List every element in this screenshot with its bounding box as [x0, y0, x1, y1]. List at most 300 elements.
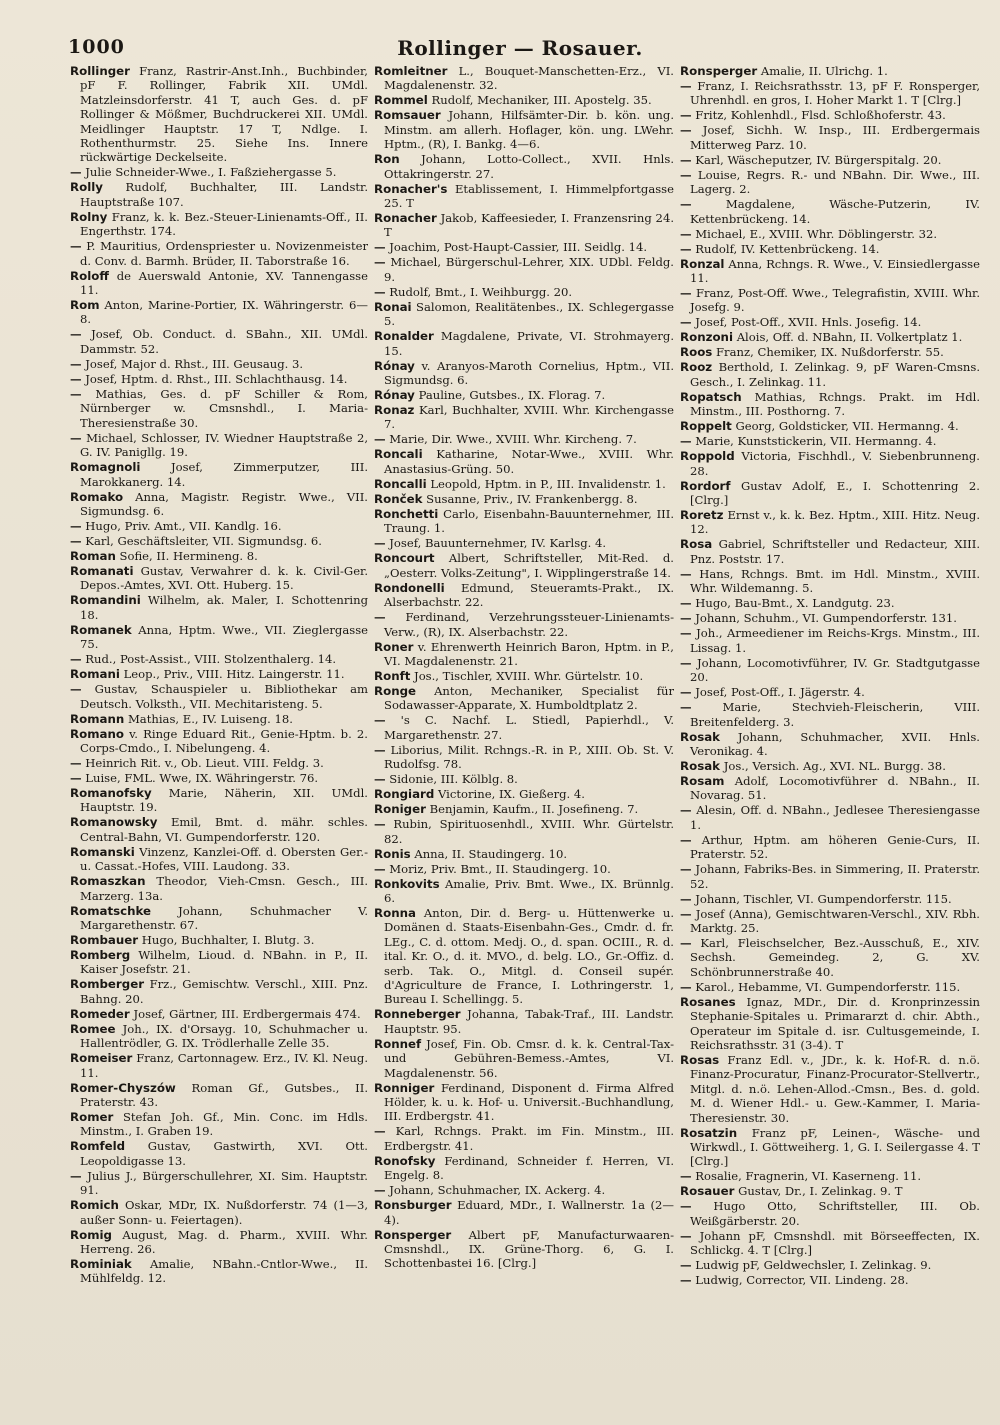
- directory-entry: [680, 108, 980, 122]
- entry-details: Johann, Schuhmacher V. Margarethenstr. 67.: [80, 903, 368, 932]
- entry-surname: Rosak: [680, 758, 721, 773]
- entry-details: Ludwig, Corrector, VII. Lindeng. 28.: [695, 1273, 909, 1288]
- entry-surname: Rosanes: [680, 994, 736, 1009]
- entry-details: Marie, Stechvieh-Fleischerin, VIII. Breitenfelderg. 3.: [690, 700, 980, 729]
- entry-dash: —: [70, 165, 82, 180]
- entry-details: Johann, Tischler, VI. Gumpendorferstr. 115.: [695, 891, 952, 906]
- entry-details: Josef, Zimmerputzer, III. Marokkanerg. 14.: [80, 460, 368, 489]
- entry-surname: Romagnoli: [70, 460, 141, 475]
- entry-details: Mathias, Ges. d. pF Schiller & Rom, Nürnberger w. Cmsnshdl., I. Maria-Theresienstraße 30.: [80, 386, 368, 430]
- entry-dash: —: [680, 979, 692, 994]
- entry-details: Anna, Rchngs. R. Wwe., V. Einsiedlergasse 11.: [690, 256, 980, 286]
- directory-entry: [680, 596, 980, 610]
- entry-dash: —: [680, 626, 692, 641]
- directory-entry: [374, 743, 674, 772]
- directory-entry: [680, 1184, 980, 1198]
- directory-entry: [70, 1007, 368, 1021]
- entry-surname: Romsauer: [374, 108, 441, 123]
- entry-dash: —: [70, 770, 82, 785]
- directory-entry: [374, 388, 674, 402]
- entry-dash: —: [680, 434, 692, 449]
- directory-entry: [70, 727, 368, 756]
- entry-dash: —: [680, 1228, 692, 1243]
- entry-surname: Ronna: [374, 905, 416, 920]
- directory-entry: [680, 907, 980, 936]
- directory-entry: [70, 948, 368, 977]
- entry-surname: Romer: [70, 1110, 114, 1124]
- directory-entry: [374, 108, 674, 151]
- entry-details: Fritz, Kohlenhdl., Flsd. Schloßhoferstr. 43.: [695, 108, 946, 123]
- entry-details: Oskar, MDr, IX. Nußdorferstr. 74 (1—3, außer Sonn- u. Feiertagen).: [80, 1198, 368, 1227]
- entry-surname: Ronnef: [374, 1036, 422, 1051]
- entry-surname: Romeder: [70, 1006, 130, 1021]
- directory-entry: [374, 300, 674, 329]
- entry-surname: Ronzoni: [680, 330, 733, 345]
- entry-surname: Ronalder: [374, 329, 434, 344]
- entry-details: Edmund, Steueramts-Prakt., IX. Alserbachstr. 22.: [384, 580, 674, 610]
- entry-details: Anton, Mechaniker, Specialist für Sodawasser-Apparate, X. Humboldtplatz 2.: [384, 683, 674, 713]
- entry-details: Michael, Schlosser, IV. Wiedner Hauptstraße 2, G. IV. Panigllg. 19.: [80, 430, 368, 460]
- entry-details: Julius J., Bürgerschullehrer, XI. Sim. Hauptstr. 91.: [80, 1168, 368, 1198]
- entry-dash: —: [374, 240, 386, 255]
- directory-entry: [70, 815, 368, 844]
- directory-entry: [374, 640, 674, 669]
- directory-entry: [374, 906, 674, 1007]
- directory-entry: [374, 877, 674, 906]
- directory-entry: [680, 685, 980, 699]
- entry-surname: Ronkovits: [374, 876, 440, 891]
- entry-details: Hugo, Priv. Amt., VII. Kandlg. 16.: [85, 518, 282, 533]
- entry-details: Albert, Schriftsteller, Mit-Red. d. „Oesterr. Volks-Zeitung", I. Wipplingerstraße 14.: [384, 551, 674, 580]
- entry-dash: —: [374, 772, 386, 787]
- entry-details: Anton, Marine-Portier, IX. Währingerstr. 6—8.: [80, 298, 368, 327]
- directory-entry: [680, 656, 980, 685]
- entry-details: Gustav, Schauspieler u. Bibliothekar am Deutsch. Volksth., VII. Mechitaristeng. 5.: [80, 682, 368, 711]
- directory-entry: [70, 534, 368, 548]
- entry-details: Stefan Joh. Gf., Min. Conc. im Hdls. Minstm., I. Graben 19.: [80, 1110, 368, 1139]
- entry-dash: —: [680, 1258, 692, 1273]
- directory-entry: [374, 1183, 674, 1197]
- entry-details: Marie, Dir. Wwe., XVIII. Whr. Kircheng. 7.: [389, 432, 637, 447]
- directory-entry: [680, 1126, 980, 1169]
- entry-surname: Romanski: [70, 844, 135, 859]
- entry-surname: Ronchetti: [374, 506, 439, 521]
- entry-dash: —: [70, 533, 82, 548]
- directory-entry: [70, 786, 368, 815]
- entry-details: Josef, Gärtner, III. Erdbergermais 474.: [133, 1006, 361, 1021]
- directory-entry: [374, 536, 674, 550]
- entry-surname: Roretz: [680, 508, 724, 523]
- directory-entry: [374, 64, 674, 93]
- entry-dash: —: [680, 123, 692, 138]
- entry-dash: —: [680, 700, 692, 715]
- entry-details: v. Ringe Eduard Rit., Genie-Hptm. b. 2. Corps-Cmdo., I. Nibelungeng. 4.: [80, 726, 368, 755]
- entry-surname: Romeiser: [70, 1051, 133, 1066]
- entry-dash: —: [374, 742, 386, 757]
- directory-entry: [70, 564, 368, 593]
- directory-entry: [680, 803, 980, 832]
- entry-dash: —: [70, 682, 82, 697]
- entry-surname: Rombauer: [70, 932, 139, 947]
- directory-entry: [70, 904, 368, 933]
- entry-surname: Roloff: [70, 268, 109, 283]
- directory-entry: [70, 490, 368, 519]
- entry-dash: —: [70, 755, 82, 770]
- directory-entry: [70, 977, 368, 1006]
- entry-details: 's C. Nachf. L. Stiedl, Papierhdl., V. Margarethenstr. 27.: [384, 713, 674, 742]
- entry-details: Gustav, Gastwirth, XVI. Ott. Leopoldigasse 13.: [80, 1139, 368, 1168]
- entry-surname: Romig: [70, 1227, 112, 1242]
- entry-dash: —: [680, 152, 692, 167]
- directory-entry: [70, 874, 368, 903]
- entry-surname: Rominiak: [70, 1257, 132, 1272]
- entry-details: Vinzenz, Kanzlei-Off. d. Obersten Ger.- u. Cassat.-Hofes, VIII. Laudong. 33.: [80, 844, 368, 874]
- entry-surname: Ronis: [374, 846, 411, 861]
- directory-entry: [680, 390, 980, 419]
- entry-dash: —: [70, 518, 82, 533]
- entry-details: Franz pF, Leinen-, Wäsche- und Wirkwdl., I. Göttweiherg. 1, G. I. Seilergasse 4. T [Clrg.]: [690, 1125, 980, 1169]
- entry-details: Rud., Post-Assist., VIII. Stolzenthalerg. 14.: [85, 652, 337, 667]
- entry-details: Johann pF, Cmsnshdl. mit Börseeffecten, IX. Schlickg. 4. T [Clrg.]: [690, 1228, 980, 1258]
- entry-details: Arthur, Hptm. am höheren Genie-Curs, II. Praterstr. 52.: [690, 832, 980, 862]
- entry-details: Gustav Adolf, E., I. Schottenring 2. [Clrg.]: [690, 478, 980, 508]
- entry-surname: Romani: [70, 667, 120, 682]
- entry-details: Carlo, Eisenbahn-Bauunternehmer, III. Traung. 1.: [384, 506, 674, 536]
- entry-surname: Ronzal: [680, 256, 725, 271]
- entry-dash: —: [680, 655, 692, 670]
- entry-details: Anna, Magistr. Registr. Wwe., VII. Sigmundsg. 6.: [80, 489, 368, 518]
- entry-details: Wilhelm, ak. Maler, I. Schottenring 18.: [80, 593, 368, 622]
- entry-details: Jos., Tischler, XVIII. Whr. Gürtelstr. 10.: [414, 668, 644, 683]
- entry-surname: Rollinger: [70, 64, 130, 78]
- directory-entry: [374, 669, 674, 683]
- entry-details: Gustav, Verwahrer d. k. k. Civil-Ger. Depos.-Amtes, XVI. Ott. Huberg. 15.: [80, 563, 368, 593]
- entry-surname: Ronsperger: [680, 64, 758, 78]
- directory-entry: [680, 360, 980, 389]
- entry-details: Rudolf, Buchhalter, III. Landstr. Hauptstraße 107.: [80, 180, 368, 209]
- entry-surname: Romer-Chyszów: [70, 1080, 176, 1095]
- directory-entry: [374, 152, 674, 181]
- entry-details: Etablissement, I. Himmelpfortgasse 25. T: [384, 181, 674, 211]
- directory-entry: [680, 315, 980, 329]
- entry-details: Rosalie, Fragnerin, VI. Kaserneng. 11.: [695, 1169, 922, 1184]
- entry-details: Gabriel, Schriftsteller und Redacteur, XIII. Pnz. Poststr. 17.: [690, 537, 980, 566]
- entry-details: Amalie, II. Ulrichg. 1.: [760, 64, 888, 78]
- entry-details: Luise, FML. Wwe, IX. Währingerstr. 76.: [85, 770, 319, 785]
- entry-details: P. Mauritius, Ordenspriester u. Novizenmeister d. Conv. d. Barmh. Brüder, II. Taborstraße 16.: [80, 239, 368, 268]
- entry-dash: —: [680, 315, 692, 330]
- entry-surname: Romandini: [70, 593, 141, 608]
- entry-details: Ferdinand, Schneider f. Herren, VI. Engelg. 8.: [384, 1153, 674, 1183]
- directory-entry: [680, 567, 980, 596]
- entry-surname: Romberger: [70, 977, 145, 992]
- entry-surname: Rom: [70, 298, 100, 313]
- directory-entry: [680, 449, 980, 478]
- entry-details: Franz, Chemiker, IX. Nußdorferstr. 55.: [716, 345, 944, 360]
- directory-entry: [70, 180, 368, 209]
- directory-entry: [680, 1229, 980, 1258]
- directory-entry: [70, 460, 368, 489]
- directory-entry: [680, 1169, 980, 1183]
- entry-details: Eduard, MDr., I. Wallnerstr. 1a (2—4).: [384, 1198, 674, 1227]
- entry-details: Ferdinand, Disponent d. Firma Alfred Hölder, k. u. k. Hof- u. Universit.-Buchhandlung, III. Erdbergstr. 41.: [384, 1080, 674, 1124]
- entry-dash: —: [374, 255, 386, 270]
- entry-details: Josef, Sichh. W. Insp., III. Erdbergermais Mitterweg Parz. 10.: [690, 123, 980, 152]
- entry-details: Benjamin, Kaufm., II. Josefineng. 7.: [429, 802, 639, 817]
- entry-details: Karl, Geschäftsleiter, VII. Sigmundsg. 6.: [85, 533, 322, 548]
- entry-dash: —: [680, 1199, 692, 1214]
- directory-entry: [374, 492, 674, 506]
- directory-entry: [374, 211, 674, 240]
- entry-details: August, Mag. d. Pharm., XVIII. Whr. Herreng. 26.: [80, 1227, 368, 1257]
- entry-details: Mathias, Rchngs. Prakt. im Hdl. Minstm., III. Posthorng. 7.: [690, 389, 980, 419]
- directory-entry: [374, 1198, 674, 1227]
- directory-entry: [70, 519, 368, 533]
- entry-dash: —: [680, 226, 692, 241]
- entry-dash: —: [374, 432, 386, 447]
- entry-surname: Rondonelli: [374, 580, 445, 595]
- entry-details: Heinrich Rit. v., Ob. Lieut. VIII. Feldg. 3.: [85, 755, 324, 770]
- entry-surname: Ronofsky: [374, 1153, 436, 1168]
- entry-dash: —: [374, 1124, 386, 1139]
- directory-entry: [680, 123, 980, 152]
- entry-dash: —: [680, 286, 692, 301]
- entry-details: L., Bouquet-Manschetten-Erz., VI. Magdalenenstr. 32.: [384, 64, 674, 93]
- directory-entry: [374, 507, 674, 536]
- directory-entry: [680, 730, 980, 759]
- entry-surname: Roos: [680, 345, 713, 360]
- directory-entry: [70, 357, 368, 371]
- directory-entry: [70, 1022, 368, 1051]
- entry-surname: Ronaz: [374, 403, 415, 418]
- directory-entry: [374, 847, 674, 861]
- entry-details: Karl, Fleischselcher, Bez.-Ausschuß, E., XIV. Sechsh. Gemeindeg. 2, G. XV. Schönbrunnerstraße 40.: [690, 935, 980, 979]
- directory-entry: [680, 1273, 980, 1287]
- directory-entry: [374, 240, 674, 254]
- directory-entry: [680, 759, 980, 773]
- entry-surname: Roner: [374, 639, 414, 654]
- directory-entry: [680, 508, 980, 537]
- directory-entry: [374, 1154, 674, 1183]
- entry-dash: —: [70, 327, 82, 342]
- entry-surname: Rommel: [374, 93, 428, 108]
- entry-surname: Romanati: [70, 563, 134, 578]
- directory-entry: [680, 197, 980, 226]
- directory-entry: [374, 581, 674, 610]
- entry-surname: Ronacher: [374, 211, 437, 226]
- entry-details: Johann, Schuhmacher, XVII. Hnls. Veronikag. 4.: [690, 729, 980, 758]
- entry-details: Susanne, Priv., IV. Frankenbergg. 8.: [426, 491, 638, 506]
- directory-entry: [374, 1081, 674, 1124]
- entry-dash: —: [680, 566, 692, 581]
- entry-surname: Ronsburger: [374, 1198, 452, 1213]
- entry-details: Katharine, Notar-Wwe., XVIII. Whr. Anastasius-Grüng. 50.: [384, 447, 674, 476]
- entry-dash: —: [680, 241, 692, 256]
- entry-surname: Rosauer: [680, 1184, 735, 1199]
- directory-entry: [680, 242, 980, 256]
- directory-entry: [374, 477, 674, 491]
- entry-details: Franz, Rastrir-Anst.Inh., Buchbinder, pF F. Rollinger, Fabrik XII. UMdl. Matzleinsdorferstr. 41 T, auch Ges. d. pF Rollinger & Mößmer, Buchdruckerei XII. UMdl. Meidlinger Hauptstr. 17 T, Ndlge. I. Rothenthurmstr. 25. Siehe Ins. Innere rückwärtige Deckelseite.: [80, 64, 368, 165]
- entry-dash: —: [70, 356, 82, 371]
- directory-entry: [374, 684, 674, 713]
- running-head: Rollinger — Rosauer.: [397, 36, 643, 60]
- entry-details: Karl, Wäscheputzer, IV. Bürgerspitalg. 20.: [695, 152, 942, 167]
- entry-details: Louise, Regrs. R.- und NBahn. Dir. Wwe., III. Lagerg. 2.: [690, 167, 980, 197]
- directory-entry: [70, 387, 368, 430]
- directory-entry: [70, 1051, 368, 1080]
- directory-entry: [680, 257, 980, 286]
- entry-details: Hugo Otto, Schriftsteller, III. Ob. Weißgärberstr. 20.: [690, 1199, 980, 1228]
- entry-surname: Roncali: [374, 447, 423, 462]
- entry-dash: —: [680, 108, 692, 123]
- entry-details: Roman Gf., Gutsbes., II. Praterstr. 43.: [80, 1080, 368, 1109]
- entry-details: Rudolf, Mechaniker, III. Apostelg. 35.: [431, 93, 652, 108]
- entry-surname: Rolny: [70, 209, 108, 224]
- entry-details: Johann, Schuhmacher, IX. Ackerg. 4.: [389, 1183, 606, 1198]
- directory-entry: [680, 892, 980, 906]
- entry-surname: Roppold: [680, 449, 735, 464]
- entry-details: Adolf, Locomotivführer d. NBahn., II. Novarag. 51.: [690, 773, 980, 803]
- directory-entry: [70, 1198, 368, 1227]
- entry-details: Wilhelm, Lioud. d. NBahn. in P., II. Kaiser Josefstr. 21.: [80, 947, 368, 977]
- entry-surname: Romanek: [70, 622, 132, 637]
- directory-entry: [374, 93, 674, 107]
- directory-entry: [680, 419, 980, 433]
- entry-details: Josef, Hptm. d. Rhst., III. Schlachthausg. 14.: [85, 371, 348, 386]
- directory-entry: [680, 995, 980, 1053]
- directory-entry: [70, 771, 368, 785]
- entry-details: Mathias, E., IV. Luiseng. 18.: [127, 711, 293, 726]
- directory-entry: [374, 1124, 674, 1153]
- entry-dash: —: [680, 1169, 692, 1184]
- directory-entry: [70, 667, 368, 681]
- entry-details: Georg, Goldsticker, VII. Hermanng. 4.: [735, 419, 959, 434]
- entry-surname: Romfeld: [70, 1139, 126, 1154]
- entry-details: Ernst v., k. k. Bez. Hptm., XIII. Hitz. Neug. 12.: [690, 508, 980, 537]
- entry-details: Sofie, II. Hermineng. 8.: [119, 548, 258, 563]
- column-2: [374, 64, 674, 1419]
- entry-surname: Roniger: [374, 802, 426, 817]
- directory-entry: [680, 1199, 980, 1228]
- entry-details: Emil, Bmt. d. mähr. schles. Central-Bahn, VI. Gumpendorferstr. 120.: [80, 815, 368, 844]
- entry-details: Berthold, I. Zelinkag. 9, pF Waren-Cmsns. Gesch., I. Zelinkag. 11.: [690, 360, 980, 389]
- entry-details: Sidonie, III. Kölblg. 8.: [389, 772, 518, 787]
- directory-entry: [70, 682, 368, 711]
- entry-details: Leopold, Hptm. in P., III. Invalidenstr. 1.: [430, 476, 666, 491]
- entry-surname: Romleitner: [374, 64, 448, 78]
- entry-details: Liborius, Milit. Rchngs.-R. in P., XIII. Ob. St. V. Rudolfsg. 78.: [384, 742, 674, 772]
- directory-entry: [374, 1007, 674, 1036]
- directory-entry: [374, 447, 674, 476]
- directory-entry: [680, 862, 980, 891]
- directory-entry: [374, 285, 674, 299]
- directory-entry: [374, 1228, 674, 1271]
- entry-details: Johann, Fabriks-Bes. in Simmering, II. Praterstr. 52.: [690, 862, 980, 891]
- entry-dash: —: [680, 596, 692, 611]
- entry-details: Victorine, IX. Gießerg. 4.: [438, 787, 585, 802]
- directory-entry: [70, 165, 368, 179]
- entry-dash: —: [70, 1168, 82, 1183]
- entry-details: Karl, Buchhalter, XVIII. Whr. Kirchengasse 7.: [384, 403, 674, 432]
- directory-entry: [680, 1053, 980, 1125]
- entry-dash: —: [374, 284, 386, 299]
- entry-surname: Rordorf: [680, 478, 731, 493]
- entry-surname: Romanofsky: [70, 785, 152, 800]
- entry-details: Josef, Fin. Ob. Cmsr. d. k. k. Central-Tax- und Gebühren-Bemess.-Amtes, VI. Magdalenenstr. 56.: [384, 1036, 674, 1080]
- entry-surname: Rónay: [374, 388, 415, 403]
- entry-details: Hugo, Buchhalter, I. Blutg. 3.: [141, 932, 315, 947]
- directory-entry: [680, 286, 980, 315]
- entry-surname: Ronai: [374, 299, 412, 314]
- entry-surname: Romaszkan: [70, 874, 146, 889]
- entry-details: Anton, Dir. d. Berg- u. Hüttenwerke u. Domänen d. Staats-Eisenbahn-Ges., Cmdr. d. fr. LEg., C. d. ottom. Medj. O., d. span. OCIII., R. d. ital. Kr. O., d. it. MVO., d. belg. LO., Gr.-Offiz. d. serb. Tak. O., Mitgl. d. Conseil supér. d'Agriculture de France, I. Lothringerstr. 1, Bureau I. Schellingg. 5.: [384, 905, 674, 1007]
- entry-details: Michael, Bürgerschul-Lehrer, XIX. UDbl. Feldg. 9.: [384, 255, 674, 284]
- directory-entry: [70, 1081, 368, 1110]
- entry-details: Rudolf, IV. Kettenbrückeng. 14.: [695, 241, 880, 256]
- entry-dash: —: [680, 891, 692, 906]
- entry-details: Magdalene, Private, VI. Strohmayerg. 15.: [384, 329, 674, 358]
- directory-entry: [70, 549, 368, 563]
- directory-entry: [70, 1169, 368, 1198]
- entry-details: Ferdinand, Verzehrungssteuer-Linienamts-Verw., (R), IX. Alserbachstr. 22.: [384, 610, 674, 639]
- page-number: 1000: [68, 36, 125, 58]
- entry-dash: —: [374, 610, 386, 625]
- entry-surname: Ronček: [374, 491, 423, 506]
- directory-entry: [70, 1257, 368, 1286]
- directory-entry: [680, 537, 980, 566]
- entry-details: Rudolf, Bmt., I. Weihburgg. 20.: [389, 284, 573, 299]
- entry-surname: Rooz: [680, 360, 713, 375]
- directory-entry: [680, 153, 980, 167]
- directory-entry: [70, 756, 368, 770]
- directory-entry: [374, 255, 674, 284]
- entry-details: Joh., IX. d'Orsayg. 10, Schuhmacher u. Hallentrödler, G. IX. Trödlerhalle Zelle 35.: [80, 1021, 368, 1051]
- directory-entry: [680, 479, 980, 508]
- directory-entry: [70, 210, 368, 239]
- entry-details: Karl, Rchngs. Prakt. im Fin. Minstm., III. Erdbergstr. 41.: [384, 1124, 674, 1153]
- entry-surname: Romann: [70, 711, 125, 726]
- entry-surname: Ronneberger: [374, 1007, 461, 1022]
- entry-dash: —: [680, 862, 692, 877]
- entry-details: Alois, Off. d. NBahn, II. Volkertplatz 1.: [736, 330, 963, 345]
- directory-entry: [70, 1139, 368, 1168]
- entry-details: Josef, Major d. Rhst., III. Geusaug. 3.: [85, 356, 304, 371]
- entry-details: Josef, Ob. Conduct. d. SBahn., XII. UMdl. Dammstr. 52.: [80, 327, 368, 356]
- entry-details: Ludwig pF, Geldwechsler, I. Zelinkag. 9.: [695, 1258, 932, 1273]
- entry-details: Franz, Post-Off. Wwe., Telegrafistin, XVIII. Whr. Josefg. 9.: [690, 286, 980, 315]
- entry-details: Jakob, Kaffeesieder, I. Franzensring 24. T: [384, 211, 674, 240]
- entry-details: de Auerswald Antonie, XV. Tannengasse 11.: [80, 268, 368, 298]
- entry-details: Johann, Schuhm., VI. Gumpendorferstr. 131.: [695, 611, 957, 626]
- entry-details: Theodor, Vieh-Cmsn. Gesch., III. Marzerg. 13a.: [80, 874, 368, 903]
- directory-entry: [70, 327, 368, 356]
- entry-details: Franz Edl. v., JDr., k. k. Hof-R. d. n.ö. Finanz-Procuratur, Finanz-Procurator-Stellvertr., Mitgl. d. n.ö. Lehen-Allod.-Cmsn., Bes. d. gold. M. d. Wiener Hdl.- u. Gew.-Kammer, I. Maria-Theresienstr. 30.: [690, 1052, 980, 1125]
- entry-dash: —: [374, 861, 386, 876]
- directory-entry: [374, 182, 674, 211]
- entry-details: Josef, Post-Off., XVII. Hnls. Josefig. 14.: [695, 315, 922, 330]
- entry-surname: Roman: [70, 548, 116, 563]
- directory-entry: [680, 330, 980, 344]
- entry-surname: Rongiard: [374, 787, 435, 802]
- entry-surname: Rosam: [680, 773, 725, 788]
- directory-entry: [680, 833, 980, 862]
- entry-details: Franz, Cartonnagew. Erz., IV. Kl. Neug. 11.: [80, 1051, 368, 1080]
- entry-details: Franz, I. Reichsrathsstr. 13, pF F. Ronsperger, Uhrenhdl. en gros, I. Hoher Markt 1. T [Clrg.]: [690, 79, 980, 108]
- entry-details: Gustav, Dr., I. Zelinkag. 9. T: [738, 1184, 903, 1199]
- directory-entry: [70, 712, 368, 726]
- column-3: [680, 64, 980, 1419]
- entry-details: Magdalene, Wäsche-Putzerin, IV. Kettenbrückeng. 14.: [690, 197, 980, 226]
